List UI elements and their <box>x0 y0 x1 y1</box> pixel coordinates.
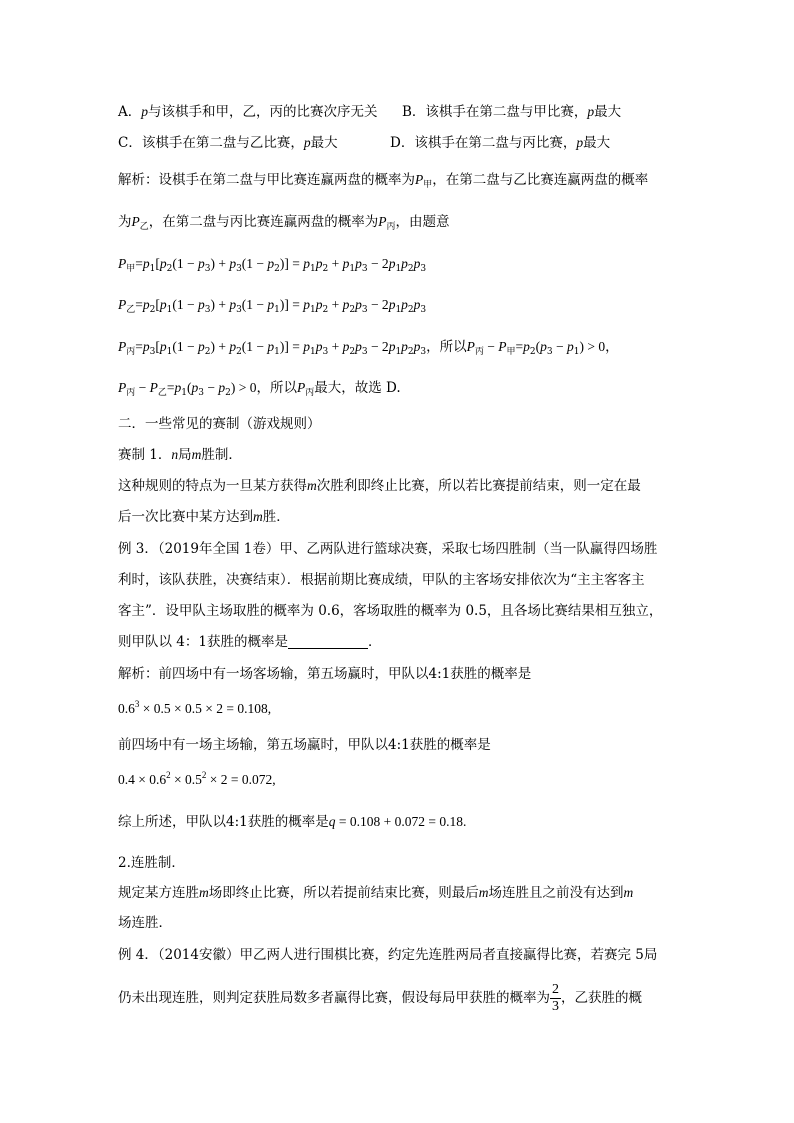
solution-equation-1: $0.6^3 \times 0.5 \times 0.5 \times 2 = 0.108$, <box>118 699 272 716</box>
equation-p-bing: $P_丙=p_3[p_1(1 - p_2) + p_2(1 - p_1)] = p_1p_3 + p_2p_3 - 2p_1p_2p_3$，所以$P_丙 - P_甲=p_2(p_3 - p_1) > 0$， <box>118 339 619 357</box>
example-3-line-2: 利时，该队获胜，决赛结束）．根据前期比赛成绩，甲队的主客场安排依次为“主主客客主 <box>118 572 645 588</box>
analysis-line-1: 解析：设棋手在第二盘与甲比赛连赢两盘的概率为$P_甲$，在第二盘与乙比赛连赢两盘的概率 <box>118 172 649 190</box>
solution-summary: 综上所述，甲队以4:1获胜的概率是q = 0.108 + 0.072 = 0.18. <box>118 814 467 830</box>
rule-1-line-2: 后一次比赛中某方达到m胜． <box>118 509 290 525</box>
solution-line-1: 解析：前四场中有一场客场输，第五场赢时，甲队以4:1获胜的概率是 <box>118 666 532 682</box>
solution-line-2: 前四场中有一场主场输，第五场赢时，甲队以4:1获胜的概率是 <box>118 737 491 753</box>
rule-2-line-2: 场连胜． <box>118 915 172 931</box>
rule-1-title: 赛制 1．n局m胜制． <box>118 447 242 463</box>
example-3-line-1: 例 3．（2019年全国 1卷）甲、乙两队进行篮球决赛，采取七场四胜制（当一队赢得四场胜 <box>118 541 658 557</box>
solution-equation-2: $0.4 \times 0.6^2 \times 0.5^2 \times 2 = 0.072$, <box>118 770 276 787</box>
example-3-line-3: 客主”．设甲队主场取胜的概率为 0.6，客场取胜的概率为 0.5，且各场比赛结果相互独立， <box>118 603 663 619</box>
example-3-line-4: 则甲队以 4：1获胜的概率是 ． <box>118 634 382 650</box>
option-c: C．该棋手在第二盘与乙比赛，p最大 <box>118 135 338 151</box>
rule-2-title: 2.连胜制． <box>118 855 185 871</box>
equation-p-yi: $P_乙=p_2[p_1(1 - p_3) + p_3(1 - p_1)] = p_1p_2 + p_2p_3 - 2p_1p_2p_3$ <box>118 297 427 315</box>
example-4-line-2: 仍未出现连胜，则判定获胜局数多者赢得比赛，假设每局甲获胜的概率为 $\frac{2}{3}$ ，乙获胜的概 <box>118 982 642 1014</box>
fraction-two-thirds: $\frac{2}{3}$ <box>552 982 559 1014</box>
answer-blank <box>288 634 368 649</box>
rule-1-line-1: 这种规则的特点为一旦某方获得m次胜利即终止比赛，所以若比赛提前结束，则一定在最 <box>118 478 641 494</box>
example-4-line-1: 例 4．（2014安徽）甲乙两人进行围棋比赛，约定先连胜两局者直接赢得比赛，若赛完 5局 <box>118 947 658 963</box>
option-d: D．该棋手在第二盘与丙比赛，p最大 <box>390 135 611 151</box>
equation-p-jia: $P_甲=p_1[p_2(1 - p_3) + p_3(1 - p_2)] = p_1p_2 + p_1p_3 - 2p_1p_2p_3$ <box>118 256 427 274</box>
equation-conclusion: $P_丙 - P_乙=p_1(p_3 - p_2) > 0$，所以$P_丙$最大，故选 D. <box>118 380 401 398</box>
rule-2-line-1: 规定某方连胜m场即终止比赛，所以若提前结束比赛，则最后m场连胜且之前没有达到m <box>118 885 634 901</box>
option-b: B．该棋手在第二盘与甲比赛，p最大 <box>402 104 622 120</box>
section-heading: 二．一些常见的赛制（游戏规则） <box>118 416 321 432</box>
analysis-line-2: 为$P_乙$，在第二盘与丙比赛连赢两盘的概率为$P_丙$，由题意 <box>118 214 450 232</box>
option-a: A．p与该棋手和甲，乙，丙的比赛次序无关 <box>118 104 378 120</box>
